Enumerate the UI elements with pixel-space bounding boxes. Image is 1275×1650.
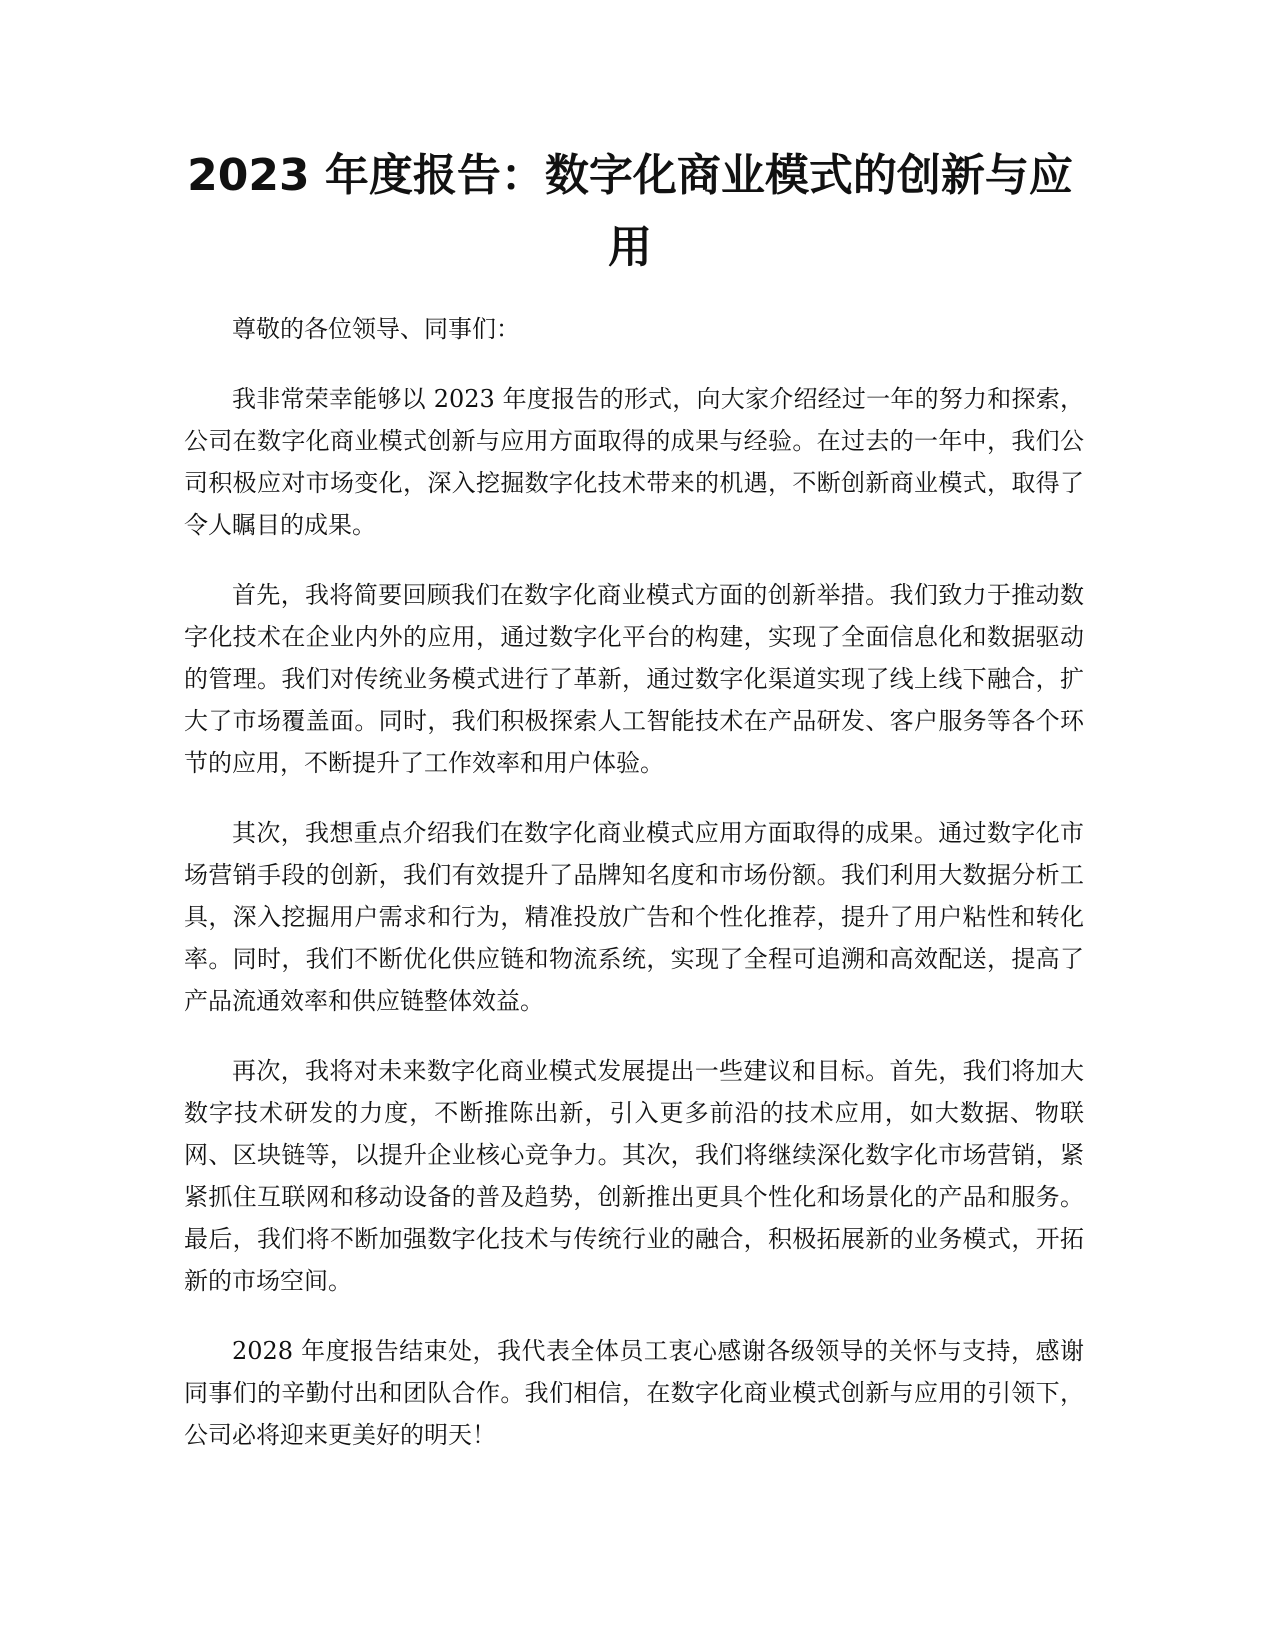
paragraph-salutation: 尊敬的各位领导、同事们： bbox=[232, 315, 520, 343]
paragraph-application-results: 其次，我想重点介绍我们在数字化商业模式应用方面取得的成果。通过数字化市场营销手段的创新，我们有效提升了品牌知名度和市场份额。我们利用大数据分析工具，深入挖掘用户需求和行为，精准投放广告和个性化推荐，提升了用户粘性和转化率。同时，我们不断优化供应链和物流系统，实现了全程可追溯和高效配送，提高了产品流通效率和供应链整体效益。 bbox=[184, 819, 1084, 1015]
paragraph-introduction: 我非常荣幸能够以 2023 年度报告的形式，向大家介绍经过一年的努力和探索，公司在数字化商业模式创新与应用方面取得的成果与经验。在过去的一年中，我们公司积极应对市场变化，深入挖掘数字化技术带来的机遇，不断创新商业模式，取得了令人瞩目的成果。 bbox=[184, 385, 1084, 539]
paragraph-innovation-review: 首先，我将简要回顾我们在数字化商业模式方面的创新举措。我们致力于推动数字化技术在企业内外的应用，通过数字化平台的构建，实现了全面信息化和数据驱动的管理。我们对传统业务模式进行了革新，通过数字化渠道实现了线上线下融合，扩大了市场覆盖面。同时，我们积极探索人工智能技术在产品研发、客户服务等各个环节的应用，不断提升了工作效率和用户体验。 bbox=[184, 581, 1084, 777]
document-body bbox=[184, 308, 1084, 1484]
paragraph-future-goals: 再次，我将对未来数字化商业模式发展提出一些建议和目标。首先，我们将加大数字技术研发的力度，不断推陈出新，引入更多前沿的技术应用，如大数据、物联网、区块链等，以提升企业核心竞争力。其次，我们将继续深化数字化市场营销，紧紧抓住互联网和移动设备的普及趋势，创新推出更具个性化和场景化的产品和服务。最后，我们将不断加强数字化技术与传统行业的融合，积极拓展新的业务模式，开拓新的市场空间。 bbox=[184, 1057, 1084, 1295]
document-title: 2023 年度报告：数字化商业模式的创新与应用 bbox=[187, 150, 1073, 273]
paragraph-closing: 2028 年度报告结束处，我代表全体员工衷心感谢各级领导的关怀与支持，感谢同事们的辛勤付出和团队合作。我们相信，在数字化商业模式创新与应用的引领下，公司必将迎来更美好的明天！ bbox=[184, 1337, 1084, 1449]
